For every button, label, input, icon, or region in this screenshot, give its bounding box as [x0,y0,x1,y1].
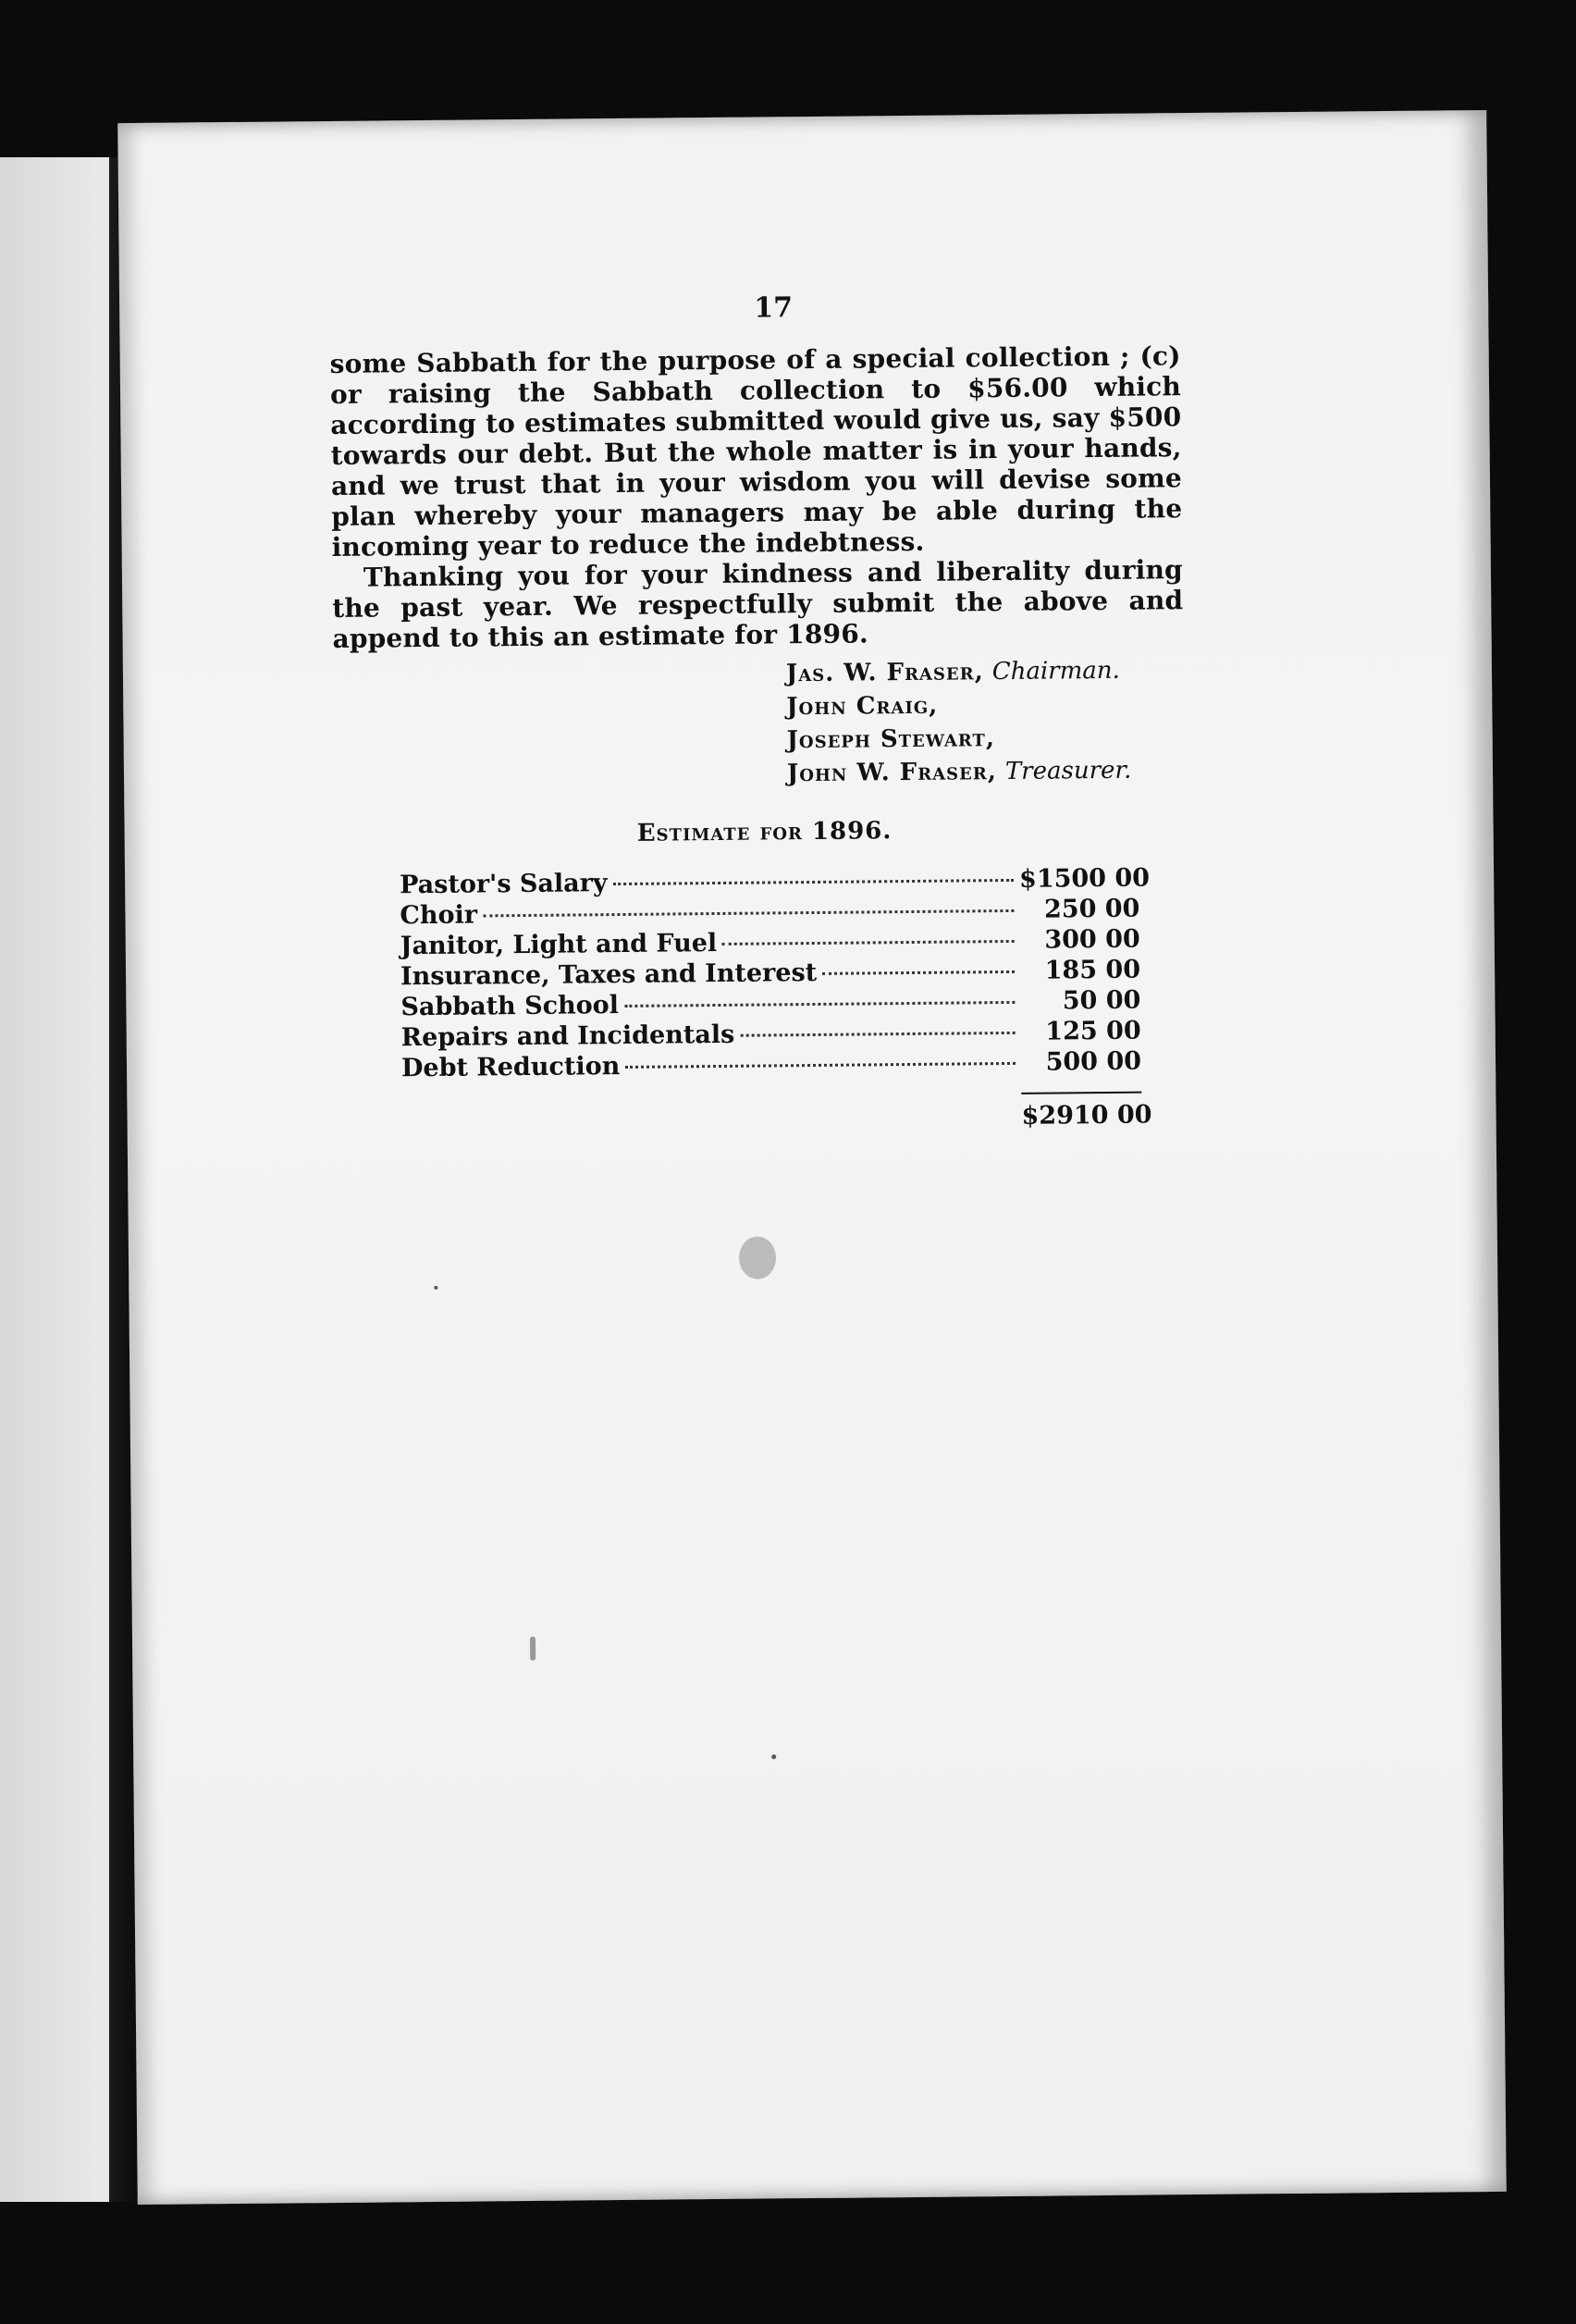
estimate-item-label: Repairs and Incidentals [400,1020,735,1053]
body-text [330,340,1184,654]
page-number: 17 [754,291,794,325]
dot-leader [624,1001,1015,1007]
signature-line [786,720,1184,757]
estimate-row [401,1046,1141,1084]
dot-leader [722,940,1015,946]
signatory-name: Jas. W. Fraser, [785,658,984,688]
paragraph-continuation: some Sabbath for the purpose of a special collection ; (c) or raising the Sabbath collection to $56.00 which according to estimates submitted would give us, say $500 towards our debt. But the whole matter is in your hands, and we trust that in your wisdom you will devise some plan whereby your managers may be able during the incoming year to reduce the indebtness. [329,340,1183,562]
estimate-item-label: Debt Reduction [400,1052,621,1083]
estimate-item-amount: 50 00 [1062,985,1141,1016]
estimate-item-label: Sabbath School [400,991,620,1022]
estimate-heading: Estimate for 1896. [636,817,893,847]
estimate-item-amount: $1500 00 [1018,863,1151,894]
estimate-item-amount: 185 00 [1044,955,1141,985]
estimate-item-amount: 250 00 [1043,894,1140,924]
signatory-role: Chairman. [991,656,1120,686]
signatory-name: John W. Fraser, [786,758,997,788]
dot-leader [740,1032,1015,1037]
estimate-item-amount: 500 00 [1045,1046,1142,1077]
dot-leader [822,970,1015,975]
signatory-name: Joseph Stewart, [786,724,996,755]
estimate-item-amount: 300 00 [1044,924,1140,955]
estimate-item-label: Insurance, Taxes and Interest [400,958,818,992]
dot-leader [613,879,1014,885]
estimate-total: $2910 00 [1021,1100,1152,1131]
page-content [329,288,1188,1137]
estimate-item-label: Choir [400,900,478,931]
dot-leader [625,1062,1016,1069]
signatory-role: Treasurer. [1004,756,1132,786]
dot-leader [483,909,1014,918]
estimate-item-label: Janitor, Light and Fuel [400,929,718,961]
paragraph-closing: Thanking you for your kindness and liberality during the past year. We respectfully submit the above and append to this an estimate for 1896. [332,554,1184,654]
total-rule [1021,1092,1141,1094]
signature-line [787,753,1185,790]
estimate-table [399,863,1152,1137]
signatory-name: John Craig, [786,691,939,722]
signature-line [786,653,1184,690]
estimate-item-label: Pastor's Salary [399,869,608,900]
signature-line [786,686,1184,723]
signature-block [786,653,1185,790]
estimate-item-amount: 125 00 [1045,1016,1141,1046]
